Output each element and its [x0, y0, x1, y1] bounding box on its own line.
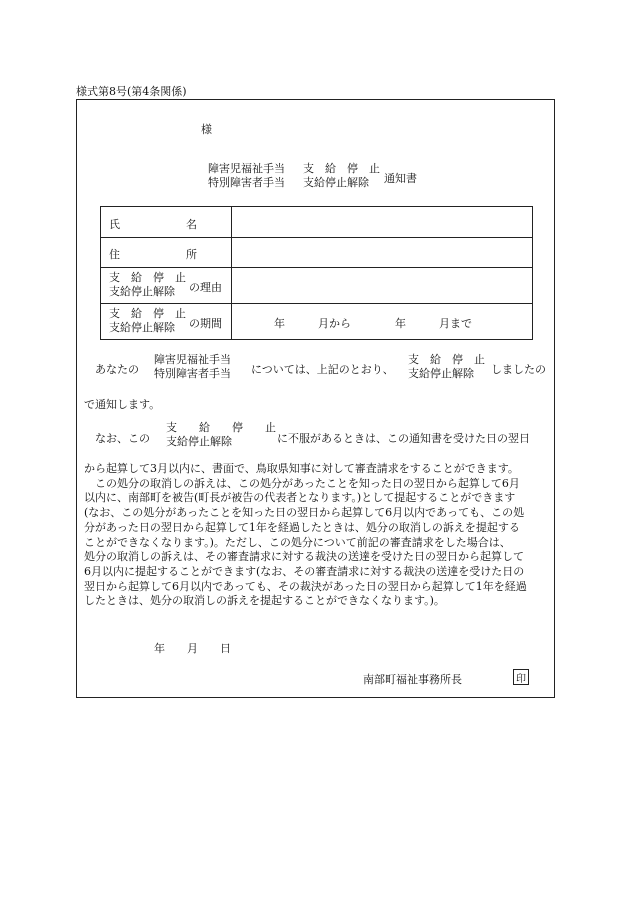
reason-action-types: 支 給 停 止 支給停止解除 [109, 271, 186, 298]
form-number-label: 様式第8号(第4条関係) [76, 85, 187, 98]
body-line: 分があった日の翌日から起算して1年を経過したときは、処分の取消しの訴えを提起する [84, 520, 520, 534]
title-suffix: 通知書 [384, 172, 417, 185]
appeal-lead: なお、この [95, 432, 150, 445]
official-seal-mark: 印 [513, 669, 529, 685]
notice-middle: については、上記のとおり、 [251, 363, 394, 376]
period-label: の期間 [189, 317, 222, 330]
body-line: 6月以内に提起することができます(なお、その審査請求に対する裁決の送達を受けた日の [84, 564, 525, 578]
body-line: から起算して3月以内に、書面で、鳥取県知事に対して審査請求をすることができます。 [84, 462, 519, 475]
body-line: この処分の取消しの訴えは、この処分があったことを知った日の翌日から起算して6月 [84, 476, 520, 490]
title-allowance-types: 障害児福祉手当 特別障害者手当 [208, 162, 285, 189]
body-line: 翌日から起算して6月以内であっても、その裁決があった日の翌日から起算して1年を経過 [84, 579, 527, 593]
recipient-info-table [100, 206, 533, 340]
body-line: 以内に、南部町を被告(町長が被告の代表者となります。)として提起することができます [84, 491, 516, 505]
notice-frame [76, 99, 555, 698]
notice-lead: あなたの [95, 363, 139, 376]
addressee-suffix: 様 [201, 123, 212, 136]
body-line: 処分の取消しの訴えは、その審査請求に対する裁決の送達を受けた日の翌日から起算して [84, 550, 524, 564]
period-action-types: 支 給 停 止 支給停止解除 [109, 307, 186, 334]
notice-continuation: で通知します。 [84, 398, 161, 411]
body-line: したときは、処分の取消しの訴えを提起することができなくなります。)。 [84, 594, 445, 608]
issue-date: 年 月 日 [154, 642, 231, 655]
notice-end: しましたの [491, 363, 546, 376]
title-action-types: 支 給 停 止 支給停止解除 [303, 162, 380, 189]
name-label: 氏 名 [109, 218, 197, 231]
body-line: ことができなくなります。)。ただし、この処分について前記の審査請求をした場合は、 [84, 535, 511, 549]
body-line: (なお、この処分があったことを知った日の翌日から起算して6月以内であっても、この処 [84, 506, 525, 520]
notice-allowance-types: 障害児福祉手当 特別障害者手当 [154, 353, 231, 380]
reason-label: の理由 [189, 281, 222, 294]
appeal-text: に不服があるときは、この通知書を受けた日の翌日 [277, 432, 530, 445]
period-value: 年 月から 年 月まで [274, 317, 472, 330]
address-label: 住 所 [109, 248, 197, 261]
issuer-name: 南部町福祉事務所長 [363, 673, 462, 686]
appeal-action-types: 支 給 停 止 支給停止解除 [166, 421, 276, 448]
legal-notice-body [84, 462, 554, 609]
notice-action-types: 支 給 停 止 支給停止解除 [408, 353, 485, 380]
